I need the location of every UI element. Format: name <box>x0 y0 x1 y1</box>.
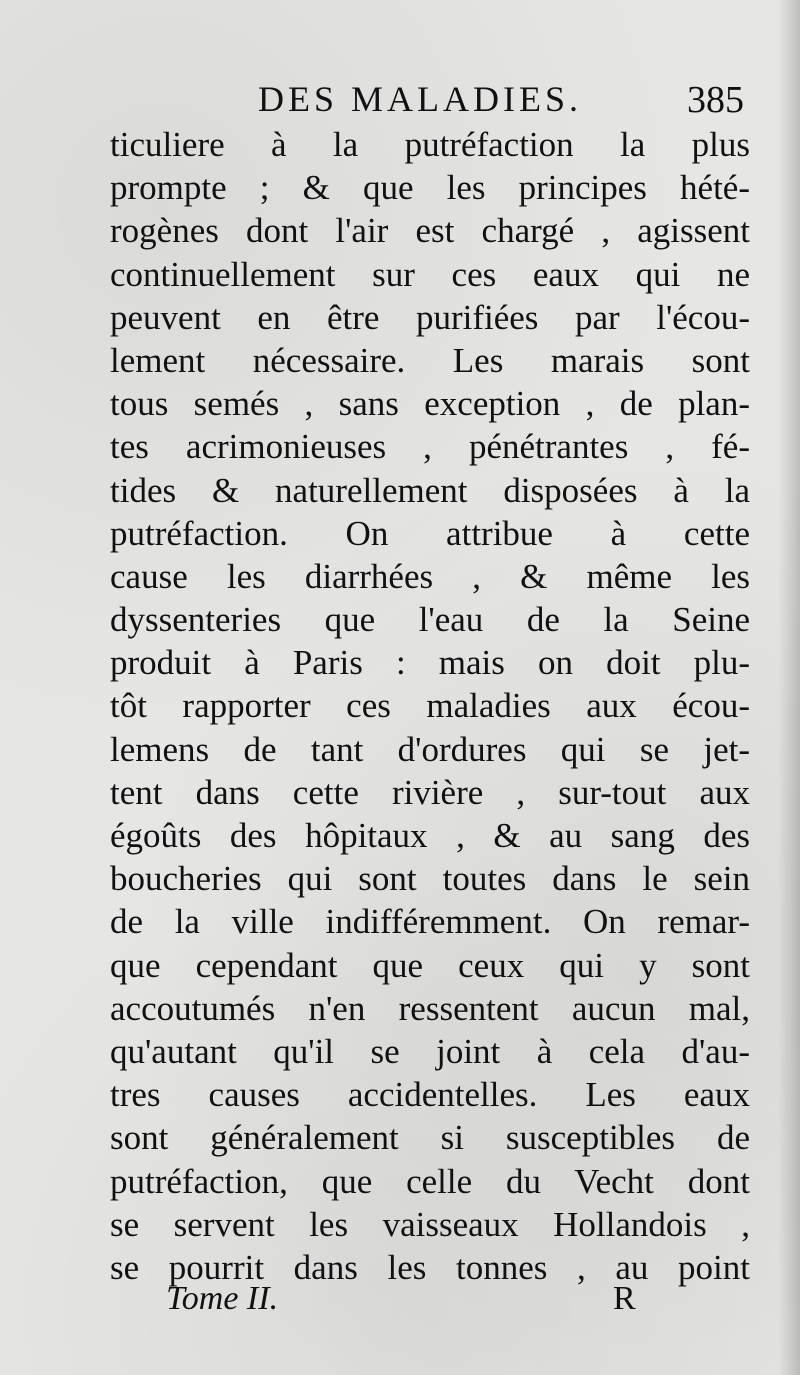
body-text <box>110 123 750 1289</box>
text-line: se pourrit dans les tonnes , au point <box>110 1247 750 1287</box>
text-line: boucheries qui sont toutes dans le sein <box>110 859 750 899</box>
text-line: tous semés , sans exception , de plan- <box>110 384 750 424</box>
text-line: lement nécessaire. Les marais sont <box>110 340 750 380</box>
gathering-signature: R <box>613 1280 636 1317</box>
text-line: tôt rapporter ces maladies aux écou- <box>110 686 750 726</box>
text-line: tides & naturellement disposées à la <box>110 470 750 510</box>
text-line: dyssenteries que l'eau de la Seine <box>110 600 750 640</box>
text-line: putréfaction, que celle du Vecht dont <box>110 1161 750 1201</box>
text-line: produit à Paris : mais on doit plu- <box>110 643 750 683</box>
text-line: continuellement sur ces eaux qui ne <box>110 254 750 294</box>
text-line: de la ville indifféremment. On remar- <box>110 902 750 942</box>
text-line: ticuliere à la putréfaction la plus <box>110 125 750 164</box>
text-line: que cependant que ceux qui y sont <box>110 945 750 985</box>
text-line: peuvent en être purifiées par l'écou- <box>110 297 750 337</box>
text-line: prompte ; & que les principes hété- <box>110 168 750 208</box>
page-header <box>258 78 758 126</box>
text-line: tent dans cette rivière , sur-tout aux <box>110 772 750 812</box>
text-line: se servent les vaisseaux Hollandois , <box>110 1204 750 1244</box>
text-line: tres causes accidentelles. Les eaux <box>110 1075 750 1115</box>
running-head: DES MALADIES. <box>258 79 583 119</box>
text-line: sont généralement si susceptibles de <box>110 1118 750 1158</box>
text-line: tes acrimonieuses , pénétrantes , fé- <box>110 427 750 467</box>
text-line: qu'autant qu'il se joint à cela d'au- <box>110 1031 750 1071</box>
text-line: égoûts des hôpitaux , & au sang des <box>110 816 750 855</box>
page-number: 385 <box>687 79 744 121</box>
text-line: rogènes dont l'air est chargé , agissent <box>110 211 750 251</box>
text-line: lemens de tant d'ordures qui se jet- <box>110 729 750 769</box>
page-footer <box>166 1280 646 1324</box>
text-line: cause les diarrhées , & même les <box>110 556 750 596</box>
text-line: accoutumés n'en ressentent aucun mal, <box>110 988 750 1028</box>
text-line: putréfaction. On attribue à cette <box>110 513 750 553</box>
volume-signature: Tome II. <box>166 1280 279 1317</box>
page-edge-shadow <box>778 0 800 1375</box>
